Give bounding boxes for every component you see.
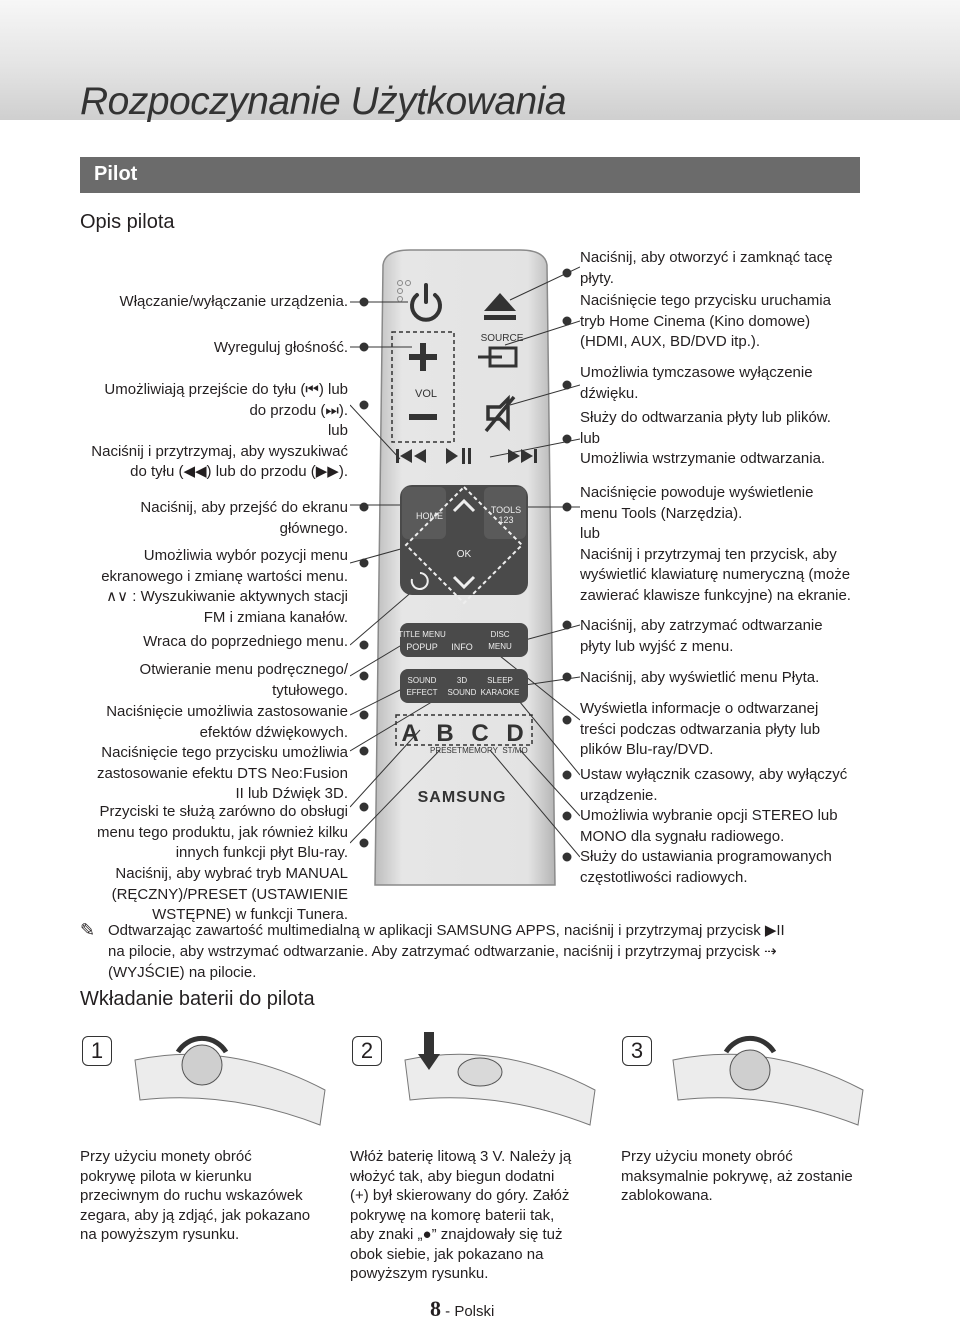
- step-text-line: na powyższym rysunku.: [80, 1226, 240, 1243]
- battery-step-2-illustration: [400, 1030, 600, 1130]
- page-title: Rozpoczynanie Użytkowania: [80, 80, 567, 123]
- left-label-line: głównego.: [279, 519, 348, 537]
- step-1-number: 1: [82, 1036, 112, 1066]
- step-1-text: [80, 1147, 310, 1245]
- sound-label: SOUND: [407, 676, 437, 685]
- left-label-line: do przodu (⏭).: [249, 401, 348, 419]
- right-label-line: Wyświetla informacje o odtwarzanej: [580, 700, 819, 717]
- right-label-line: Służy do odtwarzania płyty lub plików.: [580, 409, 831, 426]
- left-label-line: Włączanie/wyłączanie urządzenia.: [119, 293, 348, 310]
- left-label-6: [143, 632, 348, 653]
- right-label-line: Naciśnięcie powoduje wyświetlenie: [580, 484, 814, 501]
- step-text-line: pokrywę pilota w kierunku: [80, 1167, 252, 1185]
- vol-label: VOL: [414, 388, 438, 400]
- right-label-2: [580, 291, 831, 353]
- right-label-line: MONO dla sygnału radiowego.: [580, 827, 785, 845]
- step-text-line: zablokowana.: [621, 1187, 713, 1204]
- left-label-line: WSTĘPNE) w funkcji Tunera.: [152, 906, 348, 923]
- step-text-line: włożyć tak, aby biegun dodatni: [350, 1167, 555, 1185]
- left-label-5: [101, 546, 348, 628]
- left-label-line: II lub Dźwięk 3D.: [235, 785, 348, 802]
- three-d-sound-label: SOUND: [447, 688, 477, 697]
- effect-label: EFFECT: [406, 688, 438, 697]
- left-label-line: ∧∨ : Wyszukiwanie aktywnych stacji: [106, 588, 348, 605]
- left-label-line: efektów dźwiękowych.: [199, 723, 348, 741]
- left-label-line: ekranowego i zmianę wartości menu.: [101, 567, 348, 585]
- memory-label: MEMORY: [462, 746, 498, 755]
- step-text-line: przeciwnym do ruchu wskazówek: [80, 1187, 303, 1204]
- right-label-11: [580, 847, 832, 888]
- d-button: D: [506, 720, 524, 747]
- step-text-line: (+) był skierowany do góry. Załóż: [350, 1187, 570, 1204]
- step-3-text: [621, 1147, 853, 1206]
- right-label-line: Naciśnij i przytrzymaj ten przycisk, aby: [580, 545, 837, 563]
- karaoke-label: KARAOKE: [480, 688, 520, 697]
- b-button: B: [436, 720, 454, 747]
- right-label-line: menu Tools (Narzędzia).: [580, 504, 743, 522]
- note-line-1: Odtwarzając zawartość multimedialną w aplikacji SAMSUNG APPS, naciśnij i przytrzymaj przycisk ▶II: [108, 922, 785, 939]
- left-label-line: tytułowego.: [272, 681, 348, 699]
- pencil-icon: ✎: [80, 920, 96, 940]
- disc-label: DISC: [490, 630, 510, 639]
- left-label-line: Naciśnij i przytrzymaj, aby wyszukiwać: [91, 442, 348, 460]
- left-label-line: Umożliwiają przejście do tyłu (⏮) lub: [104, 381, 348, 398]
- right-label-line: Naciśnięcie tego przycisku uruchamia: [580, 292, 831, 309]
- right-label-line: Umożliwia wstrzymanie odtwarzania.: [580, 450, 826, 467]
- step-text-line: Przy użyciu monety obróć: [80, 1148, 252, 1165]
- title-menu-label: TITLE MENU: [398, 630, 446, 639]
- right-label-line: Umożliwia tymczasowe wyłączenie: [580, 364, 813, 381]
- left-label-line: lub: [327, 422, 348, 439]
- remote-control-illustration: [350, 245, 580, 915]
- battery-title: Wkładanie baterii do pilota: [80, 988, 315, 1010]
- right-label-line: Naciśnij, aby wyświetlić menu Płyta.: [580, 669, 820, 686]
- left-label-line: (RĘCZNY)/PRESET (USTAWIENIE: [111, 885, 348, 903]
- section-title: Pilot: [94, 163, 138, 185]
- right-label-line: Służy do ustawiania programowanych: [580, 848, 832, 865]
- battery-step-3-illustration: [668, 1030, 868, 1130]
- right-label-line: płyty.: [580, 269, 614, 287]
- left-label-3: [91, 380, 348, 483]
- left-label-line: FM i zmiana kanałów.: [203, 608, 348, 626]
- left-label-line: Naciśnięcie umożliwia zastosowanie: [106, 703, 348, 720]
- section-bar: [80, 157, 860, 193]
- step-3-number: 3: [622, 1036, 652, 1066]
- note: [108, 920, 828, 983]
- step-text-line: pokrywę na komorę baterii tak,: [350, 1206, 555, 1224]
- left-label-11: [112, 864, 348, 926]
- step-text-line: Przy użyciu monety obróć: [621, 1148, 793, 1165]
- tools-label: TOOLS: [490, 505, 522, 515]
- right-label-7: [580, 668, 819, 689]
- left-label-line: innych funkcji płyt Blu-ray.: [175, 844, 348, 861]
- three-d-label: 3D: [456, 676, 468, 685]
- left-label-2: [214, 338, 348, 359]
- popup-label: POPUP: [406, 642, 438, 652]
- left-label-1: [120, 292, 348, 313]
- source-label: SOURCE: [480, 333, 524, 344]
- page-number-value: 8: [430, 1296, 441, 1321]
- step-text-line: powyższym rysunku.: [350, 1265, 489, 1282]
- right-label-9: [580, 765, 847, 806]
- right-label-4: [580, 408, 831, 470]
- right-label-line: dźwięku.: [580, 384, 639, 402]
- step-text-line: aby znaki „●” znajdowały się tuż: [350, 1226, 563, 1243]
- step-text-line: zegara, aby ją zdjąć, jak pokazano: [80, 1206, 311, 1224]
- right-label-line: Naciśnij, aby zatrzymać odtwarzanie: [580, 617, 823, 634]
- right-label-1: [580, 248, 833, 289]
- left-label-10: [97, 802, 348, 864]
- left-label-line: do tyłu (◀◀) lub do przodu (▶▶).: [130, 463, 348, 480]
- right-label-line: (HDMI, AUX, BD/DVD itp.).: [580, 333, 761, 350]
- stmo-label: ST/MO: [502, 746, 528, 755]
- left-label-line: Wraca do poprzedniego menu.: [143, 633, 348, 650]
- left-label-line: Otwieranie menu podręcznego/: [139, 661, 348, 678]
- left-label-line: zastosowanie efektu DTS Neo:Fusion: [97, 764, 348, 782]
- left-label-8: [106, 702, 348, 743]
- left-label-line: Przyciski te służą zarówno do obsługi: [99, 803, 348, 820]
- page-language: - Polski: [445, 1303, 495, 1320]
- right-label-line: wyświetlić klawiaturę numeryczną (może: [580, 566, 851, 583]
- sleep-label: SLEEP: [487, 676, 513, 685]
- right-label-line: płyty lub wyjść z menu.: [580, 637, 734, 655]
- tools-sub-label: 123: [498, 515, 514, 525]
- right-label-3: [580, 363, 813, 404]
- right-label-line: zawierać klawisze funkcyjne) na ekranie.: [580, 586, 851, 604]
- right-label-8: [580, 699, 820, 761]
- battery-step-1-illustration: [130, 1030, 330, 1130]
- right-label-6: [580, 616, 823, 657]
- left-label-9: [97, 743, 348, 805]
- left-label-line: Wyreguluj głośność.: [213, 339, 348, 356]
- preset-label: PRESET: [429, 746, 463, 755]
- a-button: A: [401, 720, 419, 747]
- right-label-line: Ustaw wyłącznik czasowy, aby wyłączyć: [580, 766, 848, 783]
- step-2-number: 2: [352, 1036, 382, 1066]
- home-label: HOME: [416, 511, 443, 521]
- left-label-4: [140, 498, 348, 539]
- right-label-line: Naciśnij, aby otworzyć i zamknąć tacę: [580, 249, 833, 266]
- disc-menu-label: MENU: [488, 642, 512, 651]
- right-label-line: plików Blu-ray/DVD.: [580, 741, 714, 758]
- subsection-title: Opis pilota: [80, 211, 175, 233]
- right-label-line: Umożliwia wybranie opcji STEREO lub: [580, 807, 838, 824]
- right-label-line: tryb Home Cinema (Kino domowe): [580, 312, 811, 330]
- note-line-3: (WYJŚCIE) na pilocie.: [108, 964, 257, 981]
- right-label-line: częstotliwości radiowych.: [580, 868, 748, 886]
- left-label-line: menu tego produktu, jak również kilku: [97, 823, 348, 841]
- step-text-line: obok siebie, jak pokazano na: [350, 1245, 544, 1263]
- right-label-line: treści podczas odtwarzania płyty lub: [580, 720, 821, 738]
- left-label-7: [140, 660, 348, 701]
- note-line-2: na pilocie, aby wstrzymać odtwarzanie. Aby zatrzymać odtwarzanie, naciśnij i przytrzymaj przycisk ⇢: [108, 943, 777, 960]
- right-label-line: lub: [580, 429, 601, 447]
- step-text-line: Włóż baterię litową 3 V. Należy ją: [350, 1148, 572, 1165]
- right-label-10: [580, 806, 838, 847]
- step-text-line: maksymalnie pokrywę, aż zostanie: [621, 1167, 853, 1185]
- ok-label: OK: [456, 549, 472, 560]
- sound-row: [400, 669, 528, 703]
- right-label-5: [580, 483, 851, 606]
- samsung-logo: SAMSUNG: [417, 789, 507, 806]
- right-label-line: lub: [580, 525, 601, 542]
- left-label-line: Naciśnięcie tego przycisku umożliwia: [101, 744, 348, 761]
- left-label-line: Umożliwia wybór pozycji menu: [143, 547, 348, 564]
- right-label-line: urządzenie.: [580, 786, 658, 804]
- c-button: C: [471, 720, 489, 747]
- step-2-text: [350, 1147, 571, 1284]
- info-label: INFO: [451, 642, 473, 652]
- left-label-line: Naciśnij, aby przejść do ekranu: [140, 499, 348, 516]
- left-label-line: Naciśnij, aby wybrać tryb MANUAL: [115, 865, 348, 882]
- page-number: [430, 1296, 494, 1322]
